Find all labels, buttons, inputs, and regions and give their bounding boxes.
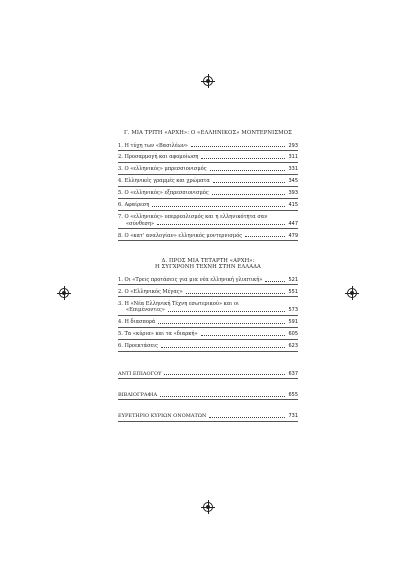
toc-entry[interactable]	[118, 233, 298, 241]
leader-dots	[201, 335, 286, 336]
registration-mark-icon-left	[57, 286, 71, 300]
toc-entry-page: 293	[288, 142, 298, 149]
leader-dots	[210, 170, 286, 171]
leader-dots	[245, 236, 285, 237]
leader-dots	[213, 182, 286, 183]
toc-entry[interactable]	[118, 202, 298, 210]
toc-entry-label-cont: «σύνθεση»	[126, 220, 155, 227]
toc-entry[interactable]	[118, 166, 298, 174]
toc-entry-label: 4. Ελληνικές γραμμές και χρώματα	[118, 178, 210, 185]
section-d-title-line2: Η ΣΥΓΧΡΟΝΗ ΤΕΧΝΗ ΣΤΗΝ ΕΛΛΑΔΑ	[155, 264, 261, 271]
section-d-entries	[118, 277, 298, 352]
toc-entry-label: 5. Τα «κύρια» και τα «διαρκή»	[118, 331, 198, 338]
toc-entry-continuation	[118, 221, 298, 227]
section-d-title-line1: Δ. ΠΡΟΣ ΜΙΑ ΤΕΤΑΡΤΗ «ΑΡΧΗ»:	[161, 257, 255, 264]
leader-dots	[160, 396, 285, 397]
leader-dots	[157, 224, 285, 225]
toc-entry-continuation	[118, 307, 298, 313]
back-matter-page: 655	[288, 391, 298, 398]
leader-dots	[212, 194, 286, 195]
leader-dots	[164, 374, 285, 375]
toc-entry-label: 6. Αφαίρεση	[118, 202, 150, 209]
toc-entry-label: 1. Οι «Τρεις προτάσεις για μια νέα ελληνική γλυπτική»	[118, 276, 263, 283]
toc-entry-page: 447	[288, 220, 298, 227]
section-g-title: Γ. ΜΙΑ ΤΡΙΤΗ «ΑΡΧΗ»: Ο «ΕΛΛΗΝΙΚΟΣ» ΜΟΝΤΕΡΝΙΣΜΟΣ	[124, 130, 292, 136]
toc-entry[interactable]	[118, 190, 298, 198]
leader-dots	[152, 206, 285, 207]
table-of-contents	[118, 130, 298, 435]
back-matter-label: ΕΥΡΕΤΗΡΙΟ ΚΥΡΙΩΝ ΟΝΟΜΑΤΩΝ	[118, 413, 207, 420]
back-matter-label: ΑΝΤΙ ΕΠΙΛΟΓΟΥ	[118, 370, 162, 377]
toc-entry[interactable]	[118, 301, 298, 316]
toc-entry-page: 551	[288, 288, 298, 295]
toc-entry-page: 345	[288, 178, 298, 185]
toc-entry[interactable]	[118, 319, 298, 327]
toc-entry-page: 591	[288, 319, 298, 326]
toc-entry[interactable]	[118, 343, 298, 351]
toc-entry-page: 623	[288, 343, 298, 350]
back-matter-page: 637	[288, 370, 298, 377]
leader-dots	[168, 311, 286, 312]
toc-entry[interactable]	[118, 331, 298, 339]
back-matter-page: 731	[288, 413, 298, 420]
toc-entry-page: 311	[288, 154, 298, 161]
back-matter	[118, 371, 298, 422]
registration-mark-icon-right	[345, 286, 359, 300]
registration-mark-icon-bottom	[201, 500, 215, 514]
toc-entry[interactable]	[118, 277, 298, 285]
toc-entry-page: 393	[288, 190, 298, 197]
toc-entry-label: 1. Η τύχη των «Βασιλέων»	[118, 142, 188, 149]
toc-entry-label: 7. Ο «ελληνικός» υπερρεαλισμός και η ελληνικότητα σαν	[118, 214, 268, 221]
toc-entry-label: 2. Προσαρμογή και αφομοίωση	[118, 154, 199, 161]
leader-dots	[209, 417, 285, 418]
toc-entry-label: 8. Ο «κατ' αναλογίαν» ελληνικός μοντερνισμός	[118, 232, 243, 239]
toc-entry-label: 2. Ο «Ελληνικός Μέγας»	[118, 288, 183, 295]
back-matter-label: ΒΙΒΛΙΟΓΡΑΦΙΑ	[118, 391, 158, 398]
leader-dots	[161, 347, 285, 348]
back-matter-entry[interactable]	[118, 392, 298, 400]
toc-entry-label: 3. Η «Νέα Ελληνική Τέχνη εσωτερικού» και οι	[118, 300, 239, 307]
toc-entry-label: 5. Ο «ελληνικός» εξπρεσσιονισμός	[118, 190, 209, 197]
toc-entry[interactable]	[118, 289, 298, 297]
toc-entry[interactable]	[118, 214, 298, 229]
registration-mark-icon-top	[201, 74, 215, 88]
leader-dots	[186, 293, 286, 294]
toc-entry-label: 3. Ο «ελληνικός» μπρεσσιονισμός	[118, 166, 207, 173]
back-matter-entry[interactable]	[118, 413, 298, 421]
toc-entry[interactable]	[118, 143, 298, 151]
toc-entry[interactable]	[118, 154, 298, 162]
leader-dots	[158, 323, 285, 324]
toc-entry-page: 331	[288, 166, 298, 173]
toc-entry-page: 605	[288, 331, 298, 338]
toc-entry-label-cont: «Επιμένοντες»	[126, 307, 165, 314]
toc-entry-page: 573	[288, 307, 298, 314]
toc-entry-page: 521	[288, 276, 298, 283]
leader-dots	[191, 146, 286, 147]
toc-entry-page: 415	[288, 202, 298, 209]
leader-dots	[201, 158, 285, 159]
section-d-title	[118, 258, 298, 271]
leader-dots	[265, 281, 285, 282]
back-matter-entry[interactable]	[118, 371, 298, 379]
toc-entry-page: 479	[288, 232, 298, 239]
section-g-entries	[118, 143, 298, 241]
toc-entry-label: 6. Προεκτάσεις	[118, 343, 159, 350]
toc-entry[interactable]	[118, 178, 298, 186]
toc-entry-label: 4. Η διασπορά	[118, 319, 156, 326]
